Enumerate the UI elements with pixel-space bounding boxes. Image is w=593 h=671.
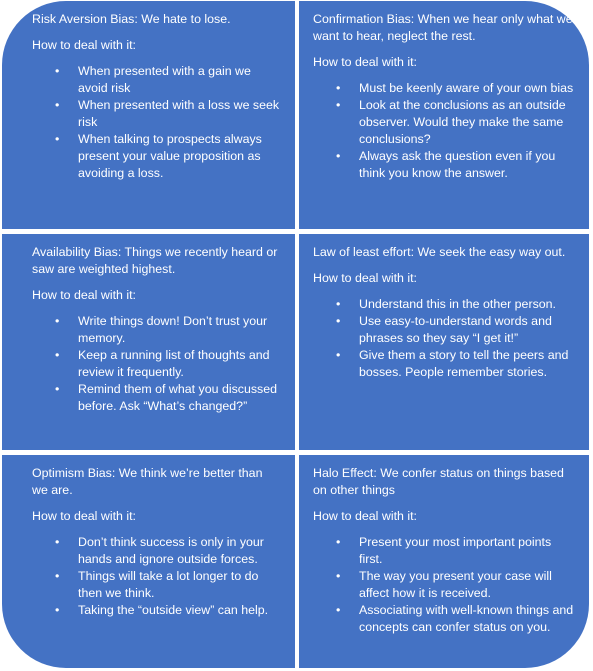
panel-title: Risk Aversion Bias: We hate to lose. (32, 12, 231, 26)
tip-item: • When presented with a loss we seek risk (78, 97, 281, 131)
tip-item: • Use easy-to-understand words and phrases so they say “I get it!” (359, 313, 575, 347)
bias-grid (2, 1, 589, 668)
tip-item: • Write things down! Don’t trust your memory. (78, 313, 281, 347)
tip-item: • When presented with a gain we avoid risk (78, 63, 281, 97)
panel-title: Confirmation Bias: When we hear only what we want to hear, neglect the rest. (313, 12, 573, 43)
tip-item: • Things will take a lot longer to do then we think. (78, 568, 281, 602)
tip-item: • Give them a story to tell the peers and bosses. People remember stories. (359, 347, 575, 381)
panel-subheading: How to deal with it: (313, 55, 417, 69)
tips-list (313, 296, 575, 381)
panel-halo-effect (299, 455, 589, 668)
tip-item: • The way you present your case will affect how it is received. (359, 568, 575, 602)
panel-subheading: How to deal with it: (313, 509, 417, 523)
panel-law-of-least-effort (299, 234, 589, 450)
tips-list (313, 80, 575, 182)
panel-title: Availability Bias: Things we recently heard or saw are weighted highest. (32, 245, 278, 276)
tip-item: • Must be keenly aware of your own bias (359, 80, 575, 97)
tip-item: • Look at the conclusions as an outside observer. Would they make the same conclusions? (359, 97, 575, 148)
panel-title: Halo Effect: We confer status on things based on other things (313, 466, 564, 497)
panel-title: Optimism Bias: We think we’re better than we are. (32, 466, 263, 497)
tips-list (313, 534, 575, 636)
tip-item: • Always ask the question even if you think you know the answer. (359, 148, 575, 182)
panel-subheading: How to deal with it: (313, 271, 417, 285)
panel-risk-aversion-bias (2, 1, 295, 229)
tip-item: • Remind them of what you discussed before. Ask “What’s changed?” (78, 381, 281, 415)
panel-confirmation-bias (299, 1, 589, 229)
tip-item: • Taking the “outside view” can help. (78, 602, 281, 619)
panel-subheading: How to deal with it: (32, 509, 136, 523)
tip-item: • When talking to prospects always present your value proposition as avoiding a loss. (78, 131, 281, 182)
tips-list (32, 534, 281, 619)
tip-item: • Associating with well-known things and concepts can confer status on you. (359, 602, 575, 636)
panel-subheading: How to deal with it: (32, 38, 136, 52)
panel-availability-bias (2, 234, 295, 450)
tips-list (32, 63, 281, 182)
panel-subheading: How to deal with it: (32, 288, 136, 302)
tip-item: • Keep a running list of thoughts and review it frequently. (78, 347, 281, 381)
tip-item: • Don’t think success is only in your hands and ignore outside forces. (78, 534, 281, 568)
panel-title: Law of least effort: We seek the easy way out. (313, 245, 566, 259)
tips-list (32, 313, 281, 415)
tip-item: • Understand this in the other person. (359, 296, 575, 313)
tip-item: • Present your most important points first. (359, 534, 575, 568)
panel-optimism-bias (2, 455, 295, 668)
